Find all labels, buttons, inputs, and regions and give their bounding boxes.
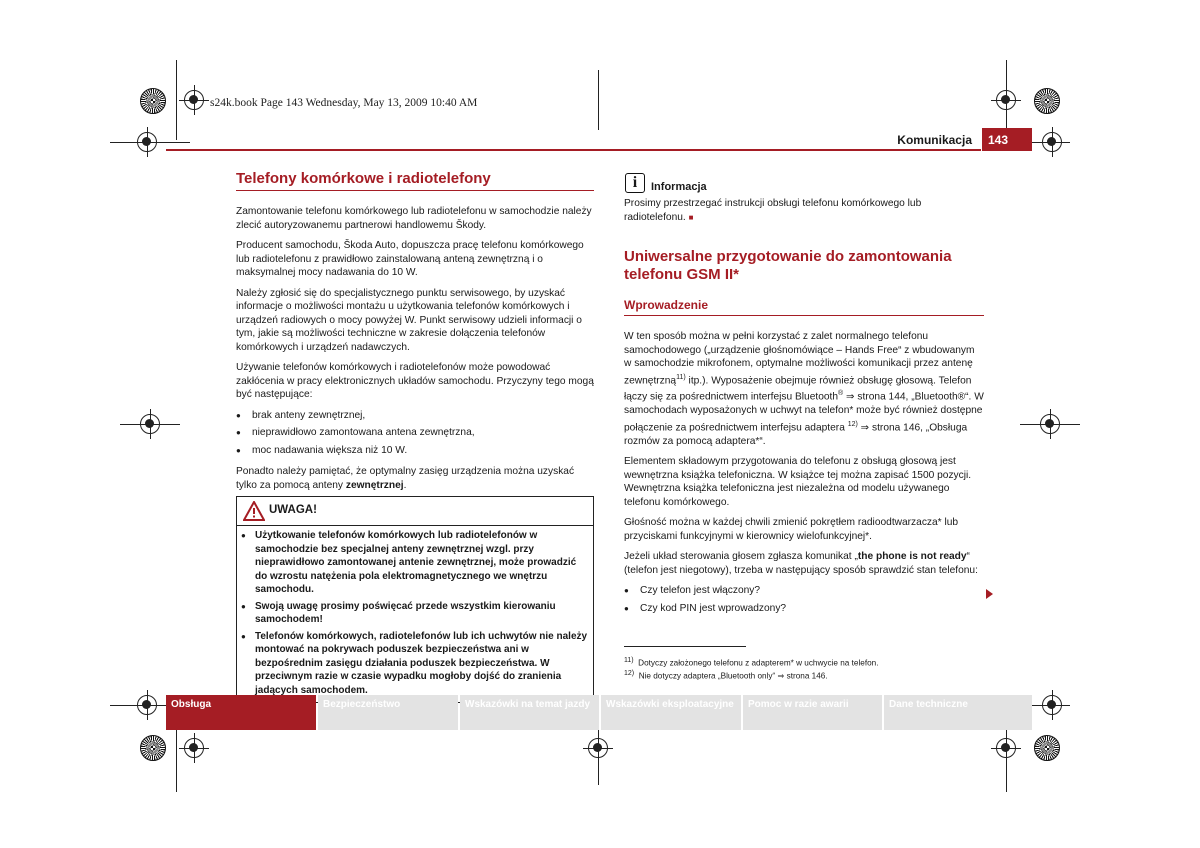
paragraph: Zamontowanie telefonu komórkowego lub radiotelefonu w samochodzie należy zlecić autoryzowanemu partnerowi handlowemu Škody.: [236, 206, 592, 231]
header-rule: [166, 149, 981, 151]
nav-tab-wskazowki-eksploatacyjne[interactable]: Wskazówki eksploatacyjne: [601, 695, 741, 730]
info-text: Prosimy przestrzegać instrukcji obsługi telefonu komórkowego lub radiotelefonu. ■: [624, 198, 922, 223]
warning-item: ● Swoją uwagę prosimy poświęcać przede wszystkim kierowaniu samochodem!: [241, 600, 589, 627]
footnote: $^{11)}$ Dotyczy założonego telefonu z adapterem* w uchwycie na telefon.: [624, 657, 879, 668]
paragraph: Jeżeli układ sterowania głosem zgłasza komunikat „the phone is not ready“ (telefon jest niegotowy), trzeba w następujący sposób sprawdzić stan telefonu:: [624, 551, 978, 576]
color-target-icon: [140, 88, 166, 114]
color-target-icon: [1034, 88, 1060, 114]
section-title: Komunikacja: [897, 133, 972, 147]
list-item: ● Czy kod PIN jest wprowadzony?: [624, 602, 984, 616]
info-icon: i: [625, 173, 645, 193]
nav-tab-pomoc[interactable]: Pomoc w razie awarii: [743, 695, 882, 730]
paragraph: Elementem składowym przygotowania do telefonu z obsługą głosową jest wewnętrzna książka telefoniczna. W książce tej można zapisać 1500 pozycji. Wewnętrzna książka telefoniczna jest niezależna od modelu używanego telefonu komórkowego.: [624, 456, 972, 508]
book-info: s24k.book Page 143 Wednesday, May 13, 2009 10:40 AM: [210, 97, 478, 109]
registration-mark-icon: [137, 695, 157, 715]
paragraph: Należy zgłosić się do specjalistycznego punktu serwisowego, by uzyskać informacje o możliwości montażu u użytkowania telefonów komórkowych i urządzeń radiowych o mocy powyżej W. Punkt serwisowy udzieli informacji o tym, jakie są możliwości techniczne w zakresie dołączenia telefonów komórkowych i urządzeń nadawczych.: [236, 287, 582, 353]
nav-tab-obsluga[interactable]: Obsługa: [166, 695, 316, 730]
right-column: [624, 248, 984, 619]
list-item: ● brak anteny zewnętrznej,: [236, 409, 594, 423]
color-target-icon: [140, 735, 166, 761]
nav-tab-bezpieczenstwo[interactable]: Bezpieczeństwo: [318, 695, 458, 730]
nav-tab-wskazowki-jazdy[interactable]: Wskazówki na temat jazdy: [460, 695, 599, 730]
paragraph: Używanie telefonów komórkowych i radiotelefonów może powodować zakłócenia w pracy elektronicznych układów samochodu. Przyczyny tego mogą być następujące:: [236, 362, 594, 400]
color-target-icon: [1034, 735, 1060, 761]
end-square-icon: ■: [688, 212, 694, 222]
paragraph: Ponadto należy pamiętać, że optymalny zasięg urządzenia można uzyskać tylko za pomocą anteny zewnętrznej.: [236, 466, 575, 491]
page-number: 143: [982, 128, 1032, 151]
list-item: ● moc nadawania większa niż 10 W.: [236, 444, 594, 458]
registration-mark-icon: [1042, 695, 1062, 715]
warning-header: [237, 497, 593, 526]
registration-mark-icon: [137, 132, 157, 152]
registration-mark-icon: [1042, 132, 1062, 152]
registration-mark-icon: [184, 738, 204, 758]
right-heading: Uniwersalne przygotowanie do zamontowania telefonu GSM II*: [624, 248, 952, 283]
warning-body: [237, 526, 593, 702]
registration-mark-icon: [1040, 414, 1060, 434]
info-title: Informacja: [651, 181, 707, 193]
warning-item: ● Telefonów komórkowych, radiotelefonów lub ich uchwytów nie należy montować na pokrywach poduszek bezpieczeństwa ani w bezpośrednim zasięgu działania poduszek bezpieczeństwa. W przeciwnym razie w czasie wypadku mogłoby dojść do zranienia jadących samochodem.: [241, 630, 589, 698]
list-item: ● Czy telefon jest włączony?: [624, 584, 984, 598]
registration-mark-icon: [996, 90, 1016, 110]
left-column: [236, 170, 594, 499]
left-heading: Telefony komórkowe i radiotelefony: [236, 170, 491, 187]
footnote-rule: [624, 646, 746, 647]
warning-item: ● Użytkowanie telefonów komórkowych lub radiotelefonów w samochodzie bez specjalnej anteny zewnętrznej wzgl. przy nieprawidłowo zamontowanej antenie zewnętrznej, może prowadzić do wzrostu natężenia pola elektromagnetycznego we wnętrzu samochodu.: [241, 529, 589, 597]
warning-title: UWAGA!: [269, 504, 317, 516]
registration-mark-icon: [996, 738, 1016, 758]
right-subheading-rule: [624, 315, 984, 316]
nav-tab-dane-techniczne[interactable]: Dane techniczne: [884, 695, 1032, 730]
registration-mark-icon: [588, 738, 608, 758]
left-heading-rule: [236, 190, 594, 191]
warning-box: [236, 496, 594, 703]
paragraph: W ten sposób można w pełni korzystać z zalet normalnego telefonu samochodowego („urządzenie głośnomówiące – Hands Free“ z wbudowanym w samochodzie mikrofonem, optymalne możliwości komunikacji przez antenę zewnętrzną$^{11)}$ itp.). Wyposażenie obejmuje również obsługę głosową. Telefon łączy się za pośrednictwem interfejsu Bluetooth® ⇒ strona 144, „Bluetooth®“. W samochodach wyposażonych w uchwyt na telefon* może być również dostępne połączenie za pośrednictwem interfejsu adaptera $^{12)}$ ⇒ strona 146, „Obsługa rozmów za pomocą adaptera*“.: [624, 331, 984, 447]
list-item: ● nieprawidłowo zamontowana antena zewnętrzna,: [236, 426, 594, 440]
paragraph: Producent samochodu, Škoda Auto, dopuszcza pracę telefonu komórkowego lub radiotelefonu z prawidłowo zainstalowaną anteną zewnętrzną i o maksymalnej mocy nadawania do 10 W.: [236, 240, 584, 278]
continue-arrow-icon: [986, 589, 993, 599]
right-subheading: Wprowadzenie: [624, 298, 709, 312]
paragraph: Głośność można w każdej chwili zmienić pokrętłem radioodtwarzacza* lub przyciskami funkcyjnymi w kierownicy wielofunkcyjnej*.: [624, 517, 959, 542]
registration-mark-icon: [184, 90, 204, 110]
registration-mark-icon: [140, 414, 160, 434]
footnote: $^{12)}$ Nie dotyczy adaptera „Bluetooth only“ ⇒ strona 146.: [624, 670, 828, 681]
warning-triangle-icon: [243, 501, 265, 521]
